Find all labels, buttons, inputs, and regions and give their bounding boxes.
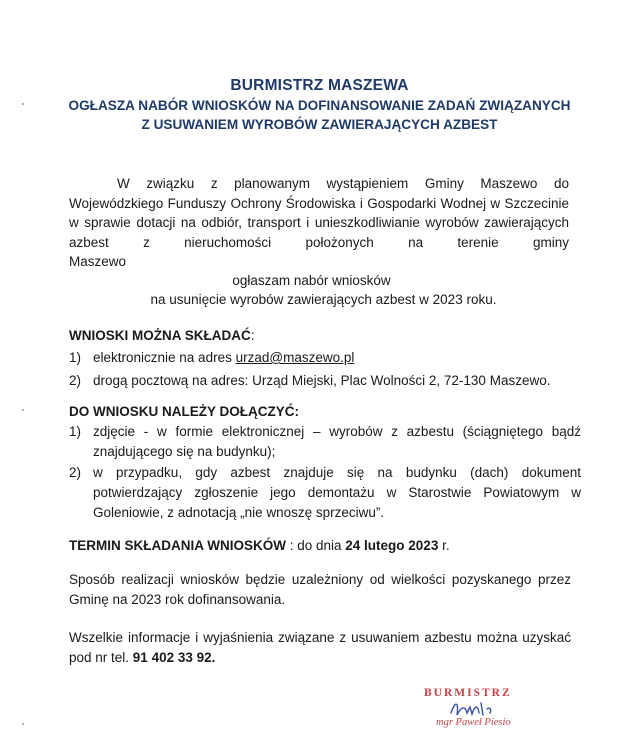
list-number: 1) (69, 424, 82, 439)
scan-artifact (22, 723, 24, 725)
scan-artifact (22, 409, 24, 411)
mayor-title: BURMISTRZ MASZEWA (230, 77, 409, 94)
submit-heading (69, 328, 255, 343)
attach-list (69, 422, 581, 523)
list-text: elektronicznie na adres (93, 350, 236, 365)
call-line2 (0, 290, 639, 310)
stamp-name: mgr Paweł Piesio (436, 717, 511, 728)
submit-heading-text: WNIOSKI MOŻNA SKŁADAĆ (69, 328, 251, 343)
announcement-title-line1: OGŁASZA NABÓR WNIOSKÓW NA DOFINANSOWANIE ZADAŃ ZWIĄZANYCH (68, 98, 571, 113)
list-number: 2) (69, 373, 82, 388)
deadline-label: TERMIN SKŁADANIA WNIOSKÓW (69, 538, 286, 553)
stamp-title: BURMISTRZ (424, 687, 512, 699)
contact-paragraph (69, 628, 571, 667)
list-number: 1) (69, 350, 82, 365)
email-link[interactable]: urzad@maszewo.pl (235, 350, 355, 365)
intro-paragraph: W związku z planowanym wystąpieniem Gminy Maszewo do Wojewódzkiego Funduszy Ochrony Środowiska i Gospodarki Wodnej w Szczecinie w sprawie dotacji na odbiór, transport i unieszkodliwianie wyrobów zawierających azbest z nieruchomości położonych na terenie gminy (69, 176, 569, 250)
list-item (69, 463, 581, 523)
list-item (69, 371, 581, 391)
phone-number: 91 402 33 92. (132, 649, 216, 665)
list-item (69, 348, 581, 368)
submit-list (69, 348, 581, 391)
list-item (69, 422, 581, 462)
submit-heading-colon: : (250, 328, 255, 343)
list-text: drogą pocztową na adres: Urząd Miejski, Plac Wolności 2, 72-130 Maszewo. (93, 373, 551, 388)
contact-text: Wszelkie informacje i wyjaśnienia związane z usuwaniem azbestu można uzyskać pod nr tel. (69, 630, 571, 665)
call-line2-text: na usunięcie wyrobów zawierających azbest w 2023 roku. (150, 292, 497, 307)
list-text: w przypadku, gdy azbest znajduje się na budynku (dach) dokument potwierdzający zgłoszenie jego demontażu w Starostwie Powiatowym w Goleniowie, z adnotacją „nie wnoszę sprzeciwu”. (93, 465, 581, 520)
deadline-middle: : do dnia (285, 538, 346, 553)
deadline-suffix: r. (438, 538, 450, 553)
attach-heading: DO WNIOSKU NALEŻY DOŁĄCZYĆ: (69, 404, 299, 419)
list-text: zdjęcie - w formie elektronicznej – wyrobów z azbestu (ściągniętego bądź znajdującego się na budynku); (93, 424, 581, 459)
call-line1 (0, 271, 639, 291)
deadline-line (69, 538, 450, 553)
realization-paragraph: Sposób realizacji wniosków będzie uzależniony od wielkości pozyskanego przez Gminę na 2023 rok dofinansowania. (69, 572, 571, 607)
intro-paragraph-end: Maszewo (69, 254, 127, 269)
call-line1-text: ogłaszam nabór wniosków (232, 273, 391, 288)
announcement-title-line2: Z USUWANIEM WYROBÓW ZAWIERAJĄCYCH AZBEST (141, 117, 498, 132)
deadline-date: 24 lutego 2023 (345, 538, 439, 553)
list-number: 2) (69, 465, 82, 480)
